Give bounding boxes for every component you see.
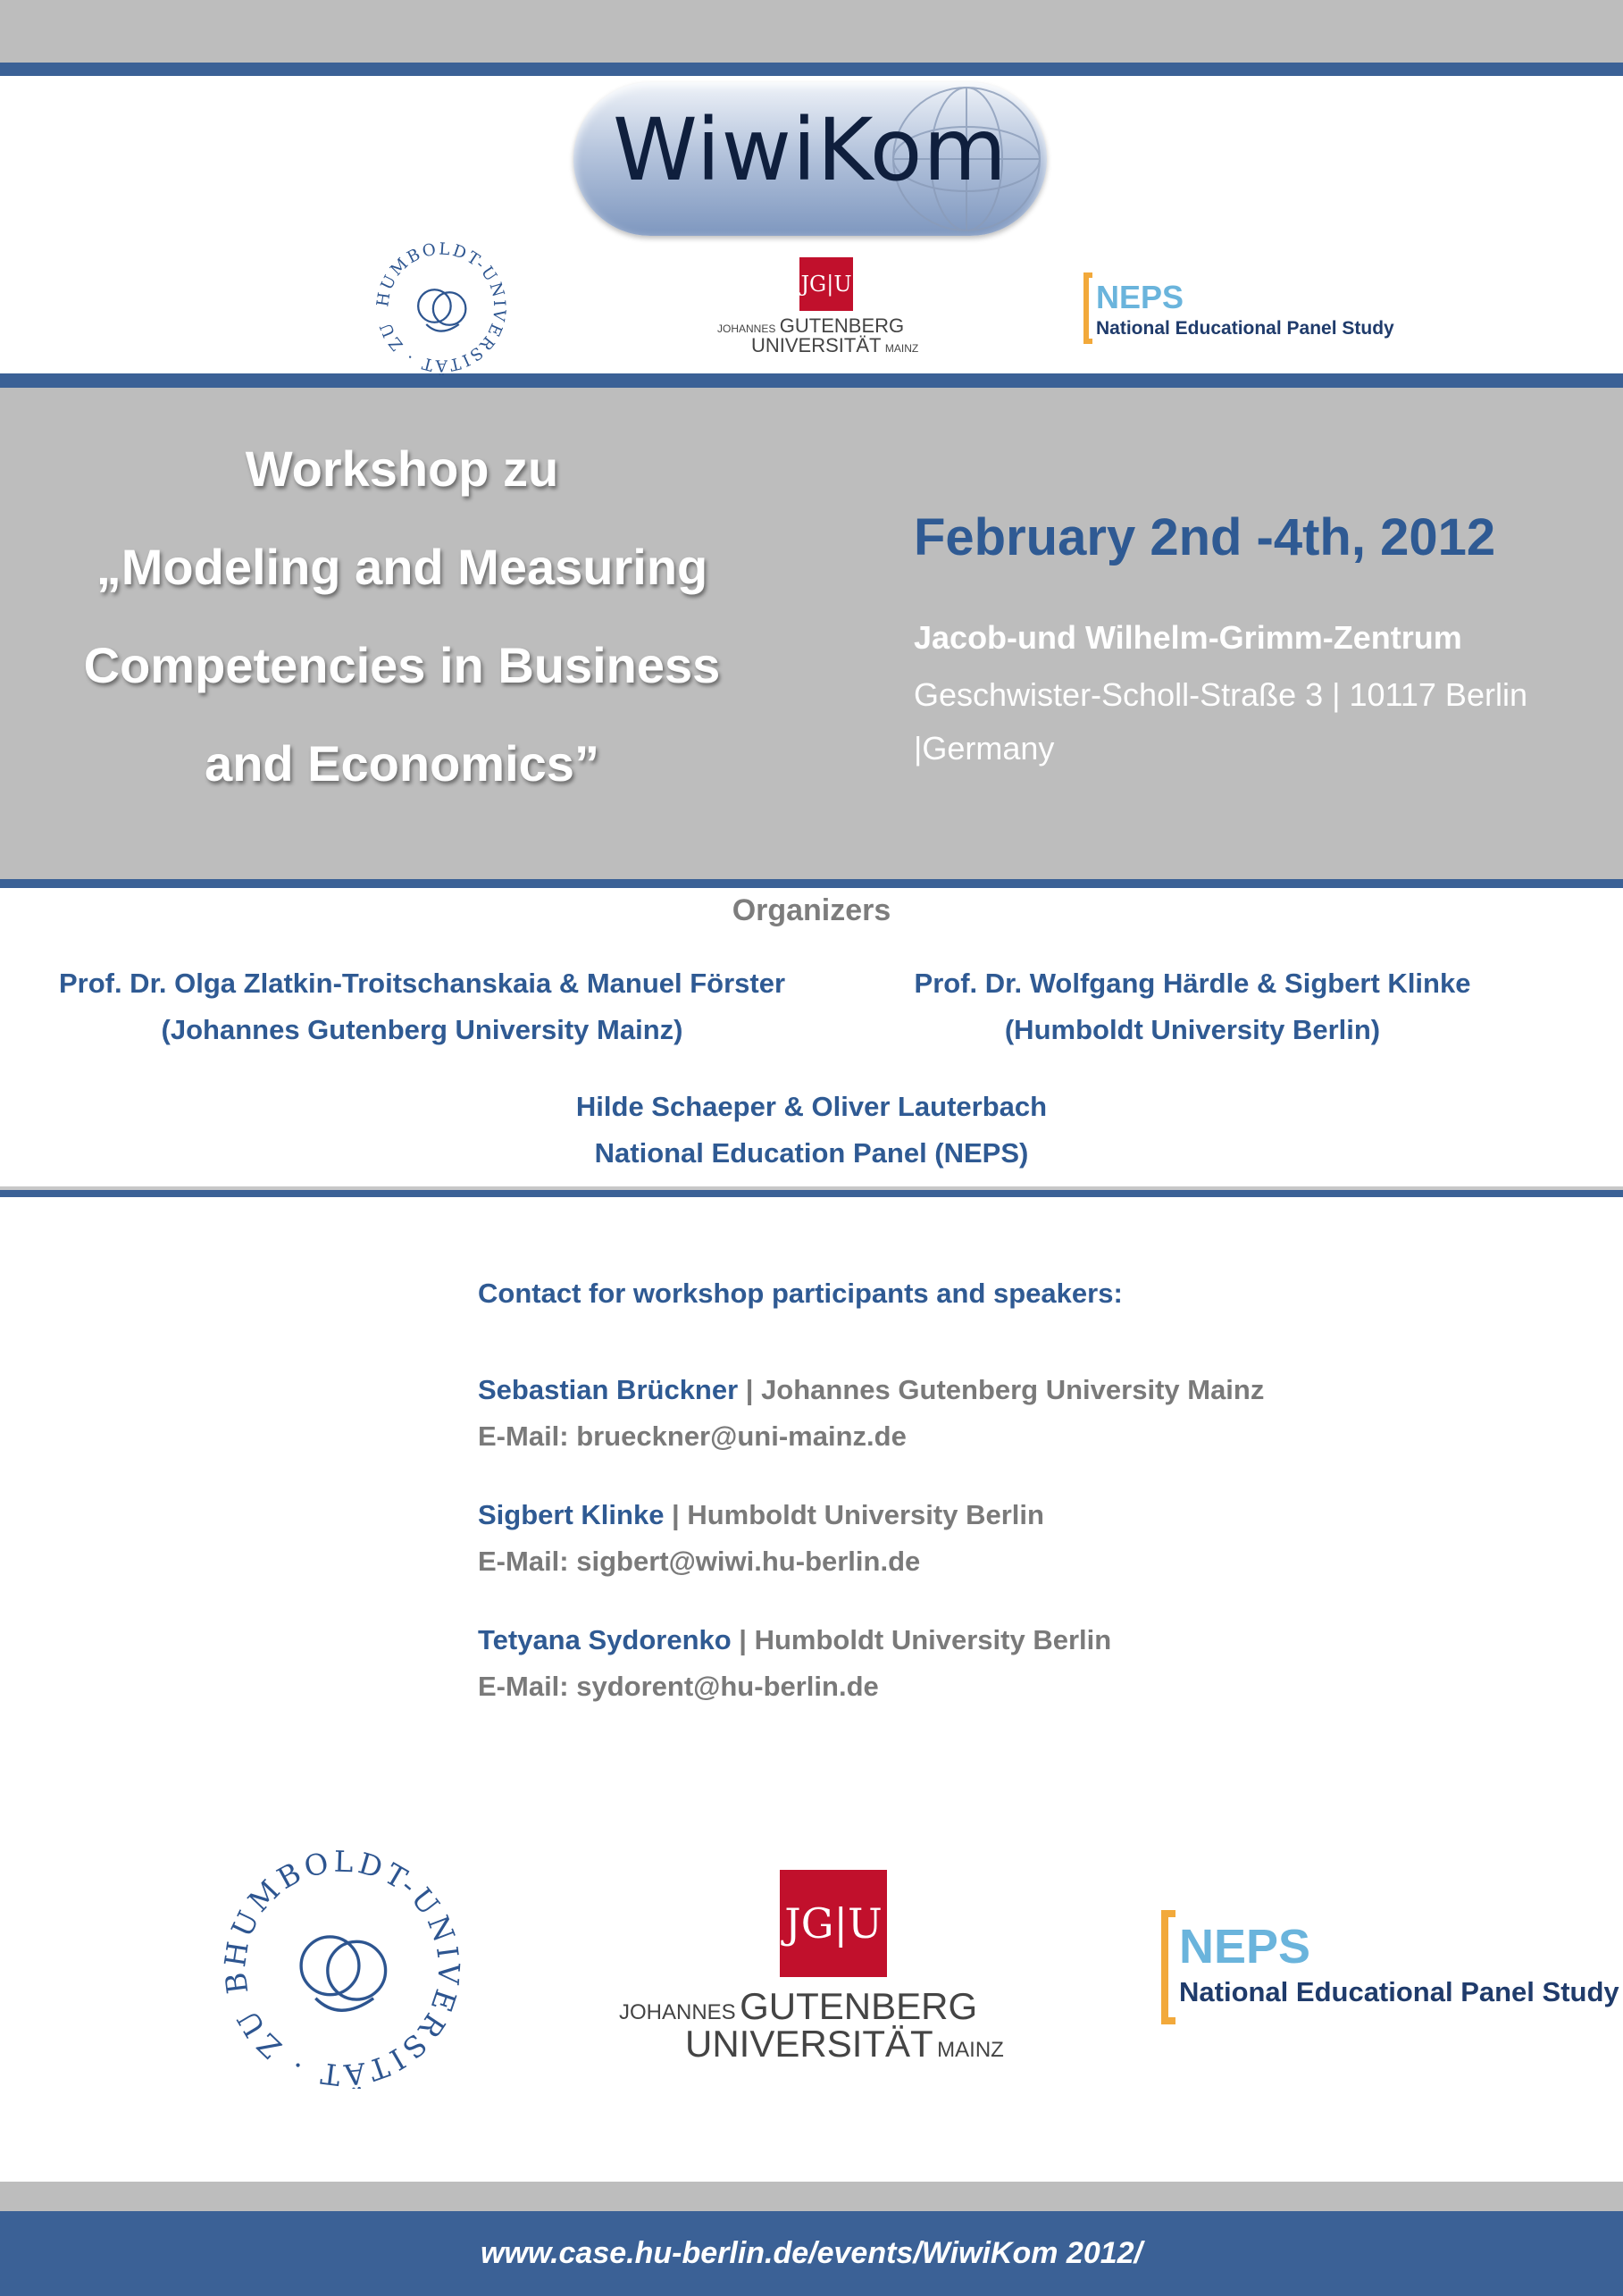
contact-person-2 xyxy=(478,1492,1044,1585)
jgu-gutenberg: GUTENBERG xyxy=(779,314,905,337)
humboldt-seal-small xyxy=(373,239,509,380)
jgu-logo-small xyxy=(717,257,919,356)
event-website-link[interactable]: www.case.hu-berlin.de/events/WiwiKom 2012/ xyxy=(481,2236,1142,2270)
contact-name: Tetyana Sydorenko xyxy=(478,1624,732,1655)
contact-email[interactable]: E-Mail: brueckner@uni-mainz.de xyxy=(478,1420,907,1452)
neps-acronym-large: NEPS xyxy=(1179,1920,1311,1973)
organizer-right-affiliation: (Humboldt University Berlin) xyxy=(1004,1014,1381,1045)
workshop-title-line-3: Competencies in Business xyxy=(83,637,721,693)
wiwikom-logo xyxy=(573,82,1047,236)
bottom-gray-band xyxy=(0,2182,1623,2211)
wiwikom-logo-text: WiwiKom xyxy=(612,100,1008,200)
svg-text:HUMBOLDT-UNIVERSITÄT · ZU BERL xyxy=(222,1848,463,2089)
humboldt-ring-text-large: HUMBOLDT-UNIVERSITÄT · ZU B xyxy=(222,1848,463,2089)
event-address-line-2: |Germany xyxy=(914,730,1055,767)
humboldt-ring-text: HUMBOLDT-UNIVERSITÄT · ZU xyxy=(373,239,509,375)
organizer-center-affiliation: National Education Panel (NEPS) xyxy=(594,1137,1029,1169)
workshop-title-line-2: „Modeling and Measuring xyxy=(96,539,708,595)
contact-name: Sebastian Brückner xyxy=(478,1374,739,1405)
top-blue-stripe xyxy=(0,63,1623,76)
workshop-title xyxy=(54,420,750,813)
organizer-left xyxy=(45,960,799,1053)
jgu-universitaet-large: UNIVERSITÄT xyxy=(685,2023,933,2065)
event-venue: Jacob-und Wilhelm-Grimm-Zentrum xyxy=(914,619,1462,656)
event-address xyxy=(914,668,1602,775)
workshop-title-line-1: Workshop zu xyxy=(245,440,559,497)
contact-heading: Contact for workshop participants and speakers: xyxy=(478,1278,1123,1309)
contact-email[interactable]: E-Mail: sydorent@hu-berlin.de xyxy=(478,1671,879,1702)
contact-name: Sigbert Klinke xyxy=(478,1499,665,1530)
contact-affiliation: | Humboldt University Berlin xyxy=(664,1499,1044,1530)
organizer-center xyxy=(0,1084,1623,1177)
jgu-universitaet: UNIVERSITÄT xyxy=(751,334,882,356)
event-date: February 2nd -4th, 2012 xyxy=(914,508,1496,566)
contact-person-1 xyxy=(478,1367,1264,1460)
humboldt-seal-large xyxy=(222,1848,463,2093)
neps-acronym: NEPS xyxy=(1096,279,1184,315)
jgu-johannes: JOHANNES xyxy=(717,323,776,335)
organizer-center-names: Hilde Schaeper & Oliver Lauterbach xyxy=(575,1091,1048,1122)
contact-affiliation: | Humboldt University Berlin xyxy=(731,1624,1112,1655)
organizer-left-names: Prof. Dr. Olga Zlatkin-Troitschanskaia & Manuel Förster xyxy=(58,968,786,999)
footer-bar xyxy=(0,2211,1623,2296)
top-gray-band xyxy=(0,0,1623,63)
neps-full-name-large: National Educational Panel Study xyxy=(1179,1976,1619,2007)
blue-stripe-upper xyxy=(0,373,1623,388)
workshop-title-line-4: and Economics” xyxy=(205,735,599,792)
neps-logo-large xyxy=(1161,1910,1619,2024)
jgu-mark-large: JG|U xyxy=(780,1870,887,1977)
organizer-left-affiliation: (Johannes Gutenberg University Mainz) xyxy=(161,1014,683,1045)
neps-bracket-large xyxy=(1161,1910,1175,2024)
neps-bracket xyxy=(1083,272,1092,344)
jgu-mainz: MAINZ xyxy=(884,342,919,355)
neps-full-name: National Educational Panel Study xyxy=(1096,318,1394,339)
contact-affiliation: | Johannes Gutenberg University Mainz xyxy=(738,1374,1265,1405)
svg-text:HUMBOLDT-UNIVERSITÄT · ZU BERL xyxy=(373,239,509,375)
blue-stripe-middle xyxy=(0,879,1623,888)
neps-logo-small xyxy=(1083,272,1394,344)
jgu-johannes-large: JOHANNES xyxy=(619,2000,736,2024)
divider-blue xyxy=(0,1190,1623,1197)
organizers-title: Organizers xyxy=(732,893,891,927)
event-address-line-1: Geschwister-Scholl-Straße 3 | 10117 Berlin xyxy=(914,676,1527,713)
contact-person-3 xyxy=(478,1617,1111,1710)
organizer-right-names: Prof. Dr. Wolfgang Härdle & Sigbert Klinke xyxy=(914,968,1471,999)
jgu-mark: JG|U xyxy=(799,257,853,311)
jgu-mainz-large: MAINZ xyxy=(937,2038,1004,2062)
organizer-right xyxy=(902,960,1483,1053)
jgu-gutenberg-large: GUTENBERG xyxy=(740,1985,978,2027)
jgu-logo-large xyxy=(619,1870,1004,2065)
contact-email[interactable]: E-Mail: sigbert@wiwi.hu-berlin.de xyxy=(478,1546,921,1577)
